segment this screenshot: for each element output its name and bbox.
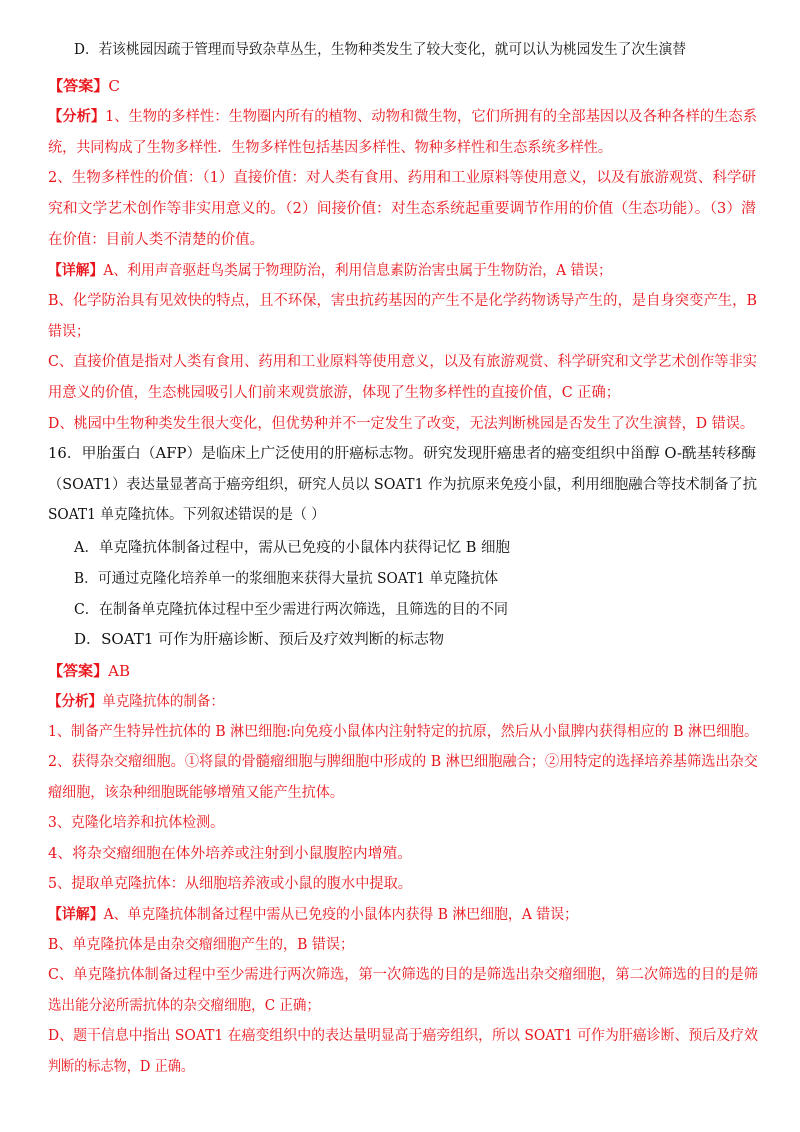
line-text: D．SOAT1 可作为肝癌诊断、预后及疗效判断的标志物 <box>74 632 444 648</box>
line-text: C．在制备单克隆抗体过程中至少需进行两次筛选，且筛选的目的不同 <box>74 602 508 618</box>
text-line <box>48 322 92 342</box>
text-line-inner <box>48 505 325 525</box>
text-line-inner <box>48 874 412 894</box>
section-label: 【分析】 <box>48 108 106 125</box>
line-text: 单克隆抗体的制备： <box>102 694 224 710</box>
line-text: AB <box>108 664 130 680</box>
text-line-inner <box>48 692 224 712</box>
line-text: 究和文学艺术创作等非实用意义的。（2）间接价值：对生态系统起重要调节作用的价值（生态功能）。（3）潜 <box>48 201 757 217</box>
text-line <box>48 965 770 985</box>
text-line <box>48 261 639 281</box>
text-line-inner <box>74 569 498 589</box>
text-line-inner <box>48 935 354 955</box>
text-line-inner <box>48 722 758 742</box>
text-line <box>74 538 510 558</box>
text-line <box>48 996 339 1016</box>
text-line <box>48 107 768 127</box>
text-line-inner <box>48 752 758 772</box>
line-text: C <box>108 79 120 95</box>
line-text: A、单克隆抗体制备过程中需从已免疫的小鼠体内获得 B 淋巴细胞，A 错误； <box>103 907 578 923</box>
text-line <box>48 505 340 525</box>
line-text: 1、生物的多样性：生物圈内所有的植物、动物和微生物，它们所拥有的全部基因以及各种各样的生态系 <box>105 109 758 125</box>
text-line-inner <box>48 813 224 833</box>
line-text: D、桃园中生物种类发生很大变化，但优势种并不一定发生了改变，无法判断桃园是否发生了次生演替，D 错误。 <box>48 416 754 432</box>
text-line-inner <box>48 475 757 495</box>
text-line <box>74 569 521 589</box>
text-line <box>48 291 765 311</box>
text-line <box>74 600 520 620</box>
text-line <box>48 199 757 219</box>
text-line <box>48 352 770 372</box>
line-text: 4、将杂交瘤细胞在体外培养或注射到小鼠腹腔内增殖。 <box>48 846 412 862</box>
section-label: 【答案】 <box>48 663 109 680</box>
text-line-inner <box>48 844 412 864</box>
text-line-inner <box>74 40 686 60</box>
text-line-inner <box>48 783 344 803</box>
line-text: 2、获得杂交瘤细胞。①将鼠的骨髓瘤细胞与脾细胞中形成的 B 淋巴细胞融合；②用特定的选择培养基筛选出杂交 <box>48 754 758 770</box>
text-line <box>48 935 364 955</box>
text-line-inner <box>48 905 578 925</box>
line-text: B、化学防治具有见效快的特点，且不环保，害虫抗药基因的产生不是化学药物诱导产生的，是自身突变产生，B <box>48 293 757 309</box>
line-text: A．单克隆抗体制备过程中，需从已免疫的小鼠体内获得记忆 B 细胞 <box>74 540 510 556</box>
text-line-inner <box>48 199 756 219</box>
text-line-inner <box>74 630 444 650</box>
line-text: SOAT1 单克隆抗体。下列叙述错误的是（ ） <box>48 507 325 523</box>
text-line <box>48 168 755 188</box>
section-label: 【详解】 <box>48 906 104 923</box>
text-line-inner <box>48 322 90 342</box>
text-line-inner <box>48 77 120 97</box>
text-line <box>48 383 629 403</box>
text-line-inner <box>48 291 757 311</box>
line-text: 瘤细胞，该杂种细胞既能够增殖又能产生抗体。 <box>48 785 344 801</box>
text-line-inner <box>48 996 320 1016</box>
text-line-inner <box>48 414 754 434</box>
text-line-inner <box>48 1057 194 1077</box>
section-label: 【分析】 <box>48 693 103 710</box>
line-text: C、直接价值是指对人类有食用、药用和工业原料等使用意义，以及有旅游观赏、科学研究和文学艺术创作等非实 <box>48 354 757 370</box>
text-line-inner <box>48 383 620 403</box>
text-line-inner <box>48 138 612 158</box>
line-text: 5、提取单克隆抗体：从细胞培养液或小鼠的腹水中提取。 <box>48 876 412 892</box>
line-text: 统，共同构成了生物多样性．生物多样性包括基因多样性、物种多样性和生态系统多样性。 <box>48 140 612 156</box>
text-line <box>48 475 767 495</box>
text-line <box>48 230 266 250</box>
text-line-inner <box>74 600 508 620</box>
line-text: 在价值：目前人类不清楚的价值。 <box>48 232 264 248</box>
text-line <box>48 414 772 434</box>
line-text: A、利用声音驱赶鸟类属于物理防治，利用信息素防治害虫属于生物防治，A 错误； <box>103 263 613 279</box>
text-line <box>48 444 756 464</box>
line-text: 用意义的价值，生态桃园吸引人们前来观赏旅游，体现了生物多样性的直接价值，C 正确； <box>48 385 620 401</box>
text-line <box>48 138 628 158</box>
text-line <box>48 662 130 682</box>
text-line-inner <box>48 662 130 682</box>
text-line <box>48 722 783 742</box>
text-line-inner <box>48 1026 758 1046</box>
text-line <box>48 1057 209 1077</box>
text-line <box>74 40 724 60</box>
line-text: 16．甲胎蛋白（AFP）是临床上广泛使用的肝癌标志物。研究发现肝癌患者的癌变组织中甾醇 O-酰基转移酶 <box>48 446 756 462</box>
text-line-inner <box>74 538 510 558</box>
text-line-inner <box>48 965 758 985</box>
text-line <box>48 783 353 803</box>
section-label: 【答案】 <box>48 78 109 95</box>
line-text: 判断的标志物，D 正确。 <box>48 1059 194 1075</box>
text-line <box>48 813 231 833</box>
text-line-inner <box>48 352 757 372</box>
text-line <box>48 844 412 864</box>
line-text: 错误； <box>48 324 90 340</box>
text-line-inner <box>48 107 757 127</box>
line-text: B．可通过克隆化培养单一的浆细胞来获得大量抗 SOAT1 单克隆抗体 <box>74 571 498 587</box>
text-line-inner <box>48 168 756 188</box>
section-label: 【详解】 <box>48 262 104 279</box>
line-text: D、题干信息中指出 SOAT1 在癌变组织中的表达量明显高于癌旁组织，所以 SOAT1 可作为肝癌诊断、预后及疗效 <box>48 1028 758 1044</box>
text-line-inner <box>48 230 264 250</box>
text-line-inner <box>48 261 612 281</box>
text-line <box>48 752 773 772</box>
line-text: 2、生物多样性的价值：（1）直接价值：对人类有食用、药用和工业原料等使用意义，以及有旅游观赏、科学研 <box>48 170 756 186</box>
line-text: 1、制备产生特异性抗体的 B 淋巴细胞:向免疫小鼠体内注射特定的抗原，然后从小鼠脾内获得相应的 B 淋巴细胞。 <box>48 724 758 740</box>
text-line <box>48 692 237 712</box>
line-text: （SOAT1）表达量显著高于癌旁组织，研究人员以 SOAT1 作为抗原来免疫小鼠，利用细胞融合等技术制备了抗 <box>48 477 757 493</box>
text-line <box>48 874 420 894</box>
line-text: C、单克隆抗体制备过程中至少需进行两次筛选，第一次筛选的目的是筛选出杂交瘤细胞，第二次筛选的目的是筛 <box>48 967 758 983</box>
line-text: D．若该桃园因疏于管理而导致杂草丛生，生物种类发生了较大变化，就可以认为桃园发生了次生演替 <box>74 42 686 58</box>
text-line <box>48 1026 788 1046</box>
line-text: 3、克隆化培养和抗体检测。 <box>48 815 224 831</box>
text-line-inner <box>48 444 756 464</box>
line-text: B、单克隆抗体是由杂交瘤细胞产生的，B 错误； <box>48 937 354 953</box>
text-line <box>48 905 601 925</box>
line-text: 选出能分泌所需抗体的杂交瘤细胞，C 正确； <box>48 998 320 1014</box>
text-line <box>74 630 444 650</box>
text-line <box>48 77 120 97</box>
